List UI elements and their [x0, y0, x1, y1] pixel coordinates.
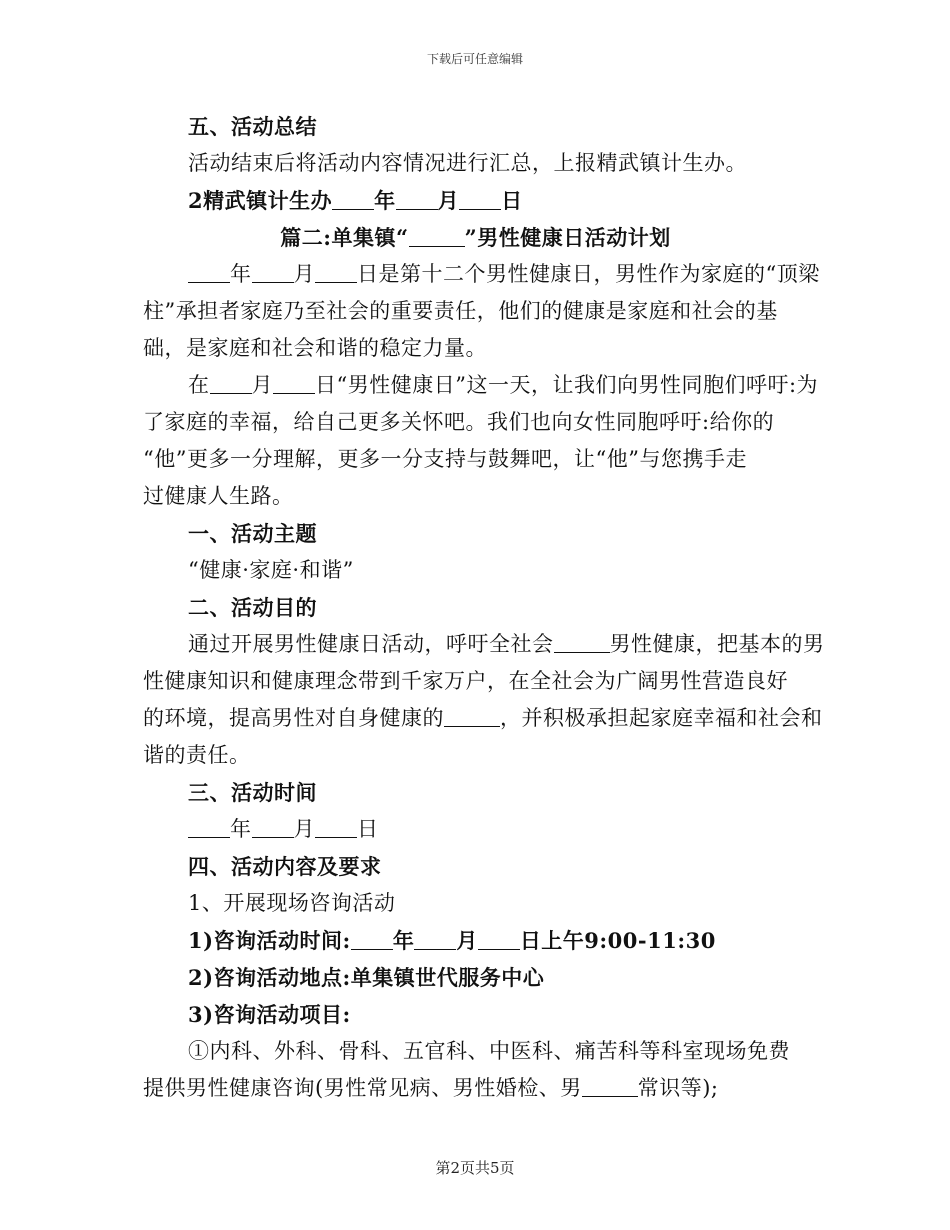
- blank-underline: [252, 816, 294, 838]
- section-heading-time: 三、活动时间: [188, 780, 317, 805]
- time-line: 年 月 日: [143, 811, 808, 848]
- section-heading-purpose: 二、活动目的: [188, 595, 317, 620]
- paragraph-line: 过健康人生路。: [143, 484, 294, 508]
- page-footer: 第2页共5页: [435, 1159, 515, 1177]
- section-heading-theme: 一、活动主题: [188, 521, 317, 546]
- blank-underline: [315, 816, 357, 838]
- theme-text: “健康·家庭·和谐”: [188, 558, 354, 582]
- paragraph-line: 年 月 日是第十二个男性健康日，男性作为家庭的“顶梁: [143, 256, 808, 293]
- paragraph-line: “他”更多一分理解，更多一分支持与鼓舞吧，让“他”与您携手走: [143, 447, 747, 471]
- section-heading-summary: 五、活动总结: [188, 114, 317, 139]
- subheading-consultation: 1、开展现场咨询活动: [188, 891, 396, 915]
- blank-underline: [188, 816, 230, 838]
- paragraph-line: 活动结束后将活动内容情况进行汇总，上报精武镇计生办。: [188, 151, 747, 175]
- paragraph-line: 在 月 日“男性健康日”这一天，让我们向男性同胞们呼吁:为: [188, 373, 819, 397]
- signature-date-line: 2精武镇计生办 年 月 日: [188, 188, 523, 213]
- blank-underline: [478, 928, 520, 950]
- paragraph-line: 提供男性健康咨询(男性常见病、男性婚检、男 常识等);: [143, 1076, 719, 1100]
- paragraph-line: 谐的责任。: [143, 743, 251, 767]
- paragraph-line: 础，是家庭和社会和谐的稳定力量。: [143, 336, 487, 360]
- consultation-location: 2)咨询活动地点:单集镇世代服务中心: [188, 965, 545, 990]
- blank-underline: [444, 705, 500, 727]
- blank-underline: [315, 261, 357, 283]
- page-header: 下载后可任意编辑: [426, 52, 523, 66]
- consultation-items-heading: 3)咨询活动项目:: [188, 1002, 351, 1027]
- paragraph-line: 性健康知识和健康理念带到千家万户，在全社会为广阔男性营造良好: [143, 669, 788, 693]
- blank-underline: [210, 372, 252, 394]
- blank-underline: [188, 261, 230, 283]
- paragraph-line: ①内科、外科、骨科、五官科、中医科、痛苦科等科室现场免费: [188, 1039, 790, 1063]
- paragraph-line: 的环境，提高男性对自身健康的 ，并积极承担起家庭幸福和社会和: [143, 706, 823, 730]
- paragraph-line: 柱”承担者家庭乃至社会的重要责任，他们的健康是家庭和社会的基: [143, 299, 778, 323]
- document-body: [143, 108, 825, 1107]
- blank-underline: [351, 928, 393, 950]
- blank-underline: [554, 631, 610, 653]
- article-title: 篇二:单集镇“ ”男性健康日活动计划: [280, 225, 671, 250]
- blank-underline: [582, 1075, 638, 1097]
- blank-underline: [409, 225, 465, 247]
- section-heading-content: 四、活动内容及要求: [188, 854, 382, 879]
- blank-underline: [252, 261, 294, 283]
- blank-underline: [414, 928, 456, 950]
- consultation-time: 1)咨询活动时间: 年 月 日上午9:00-11:30: [188, 928, 716, 953]
- paragraph-line: 了家庭的幸福，给自己更多关怀吧。我们也向女性同胞呼吁:给你的: [143, 410, 775, 434]
- blank-underline: [273, 372, 315, 394]
- paragraph-line: 通过开展男性健康日活动，呼吁全社会 男性健康，把基本的男: [188, 632, 825, 656]
- blank-underline: [459, 188, 501, 210]
- blank-underline: [332, 188, 374, 210]
- blank-underline: [396, 188, 438, 210]
